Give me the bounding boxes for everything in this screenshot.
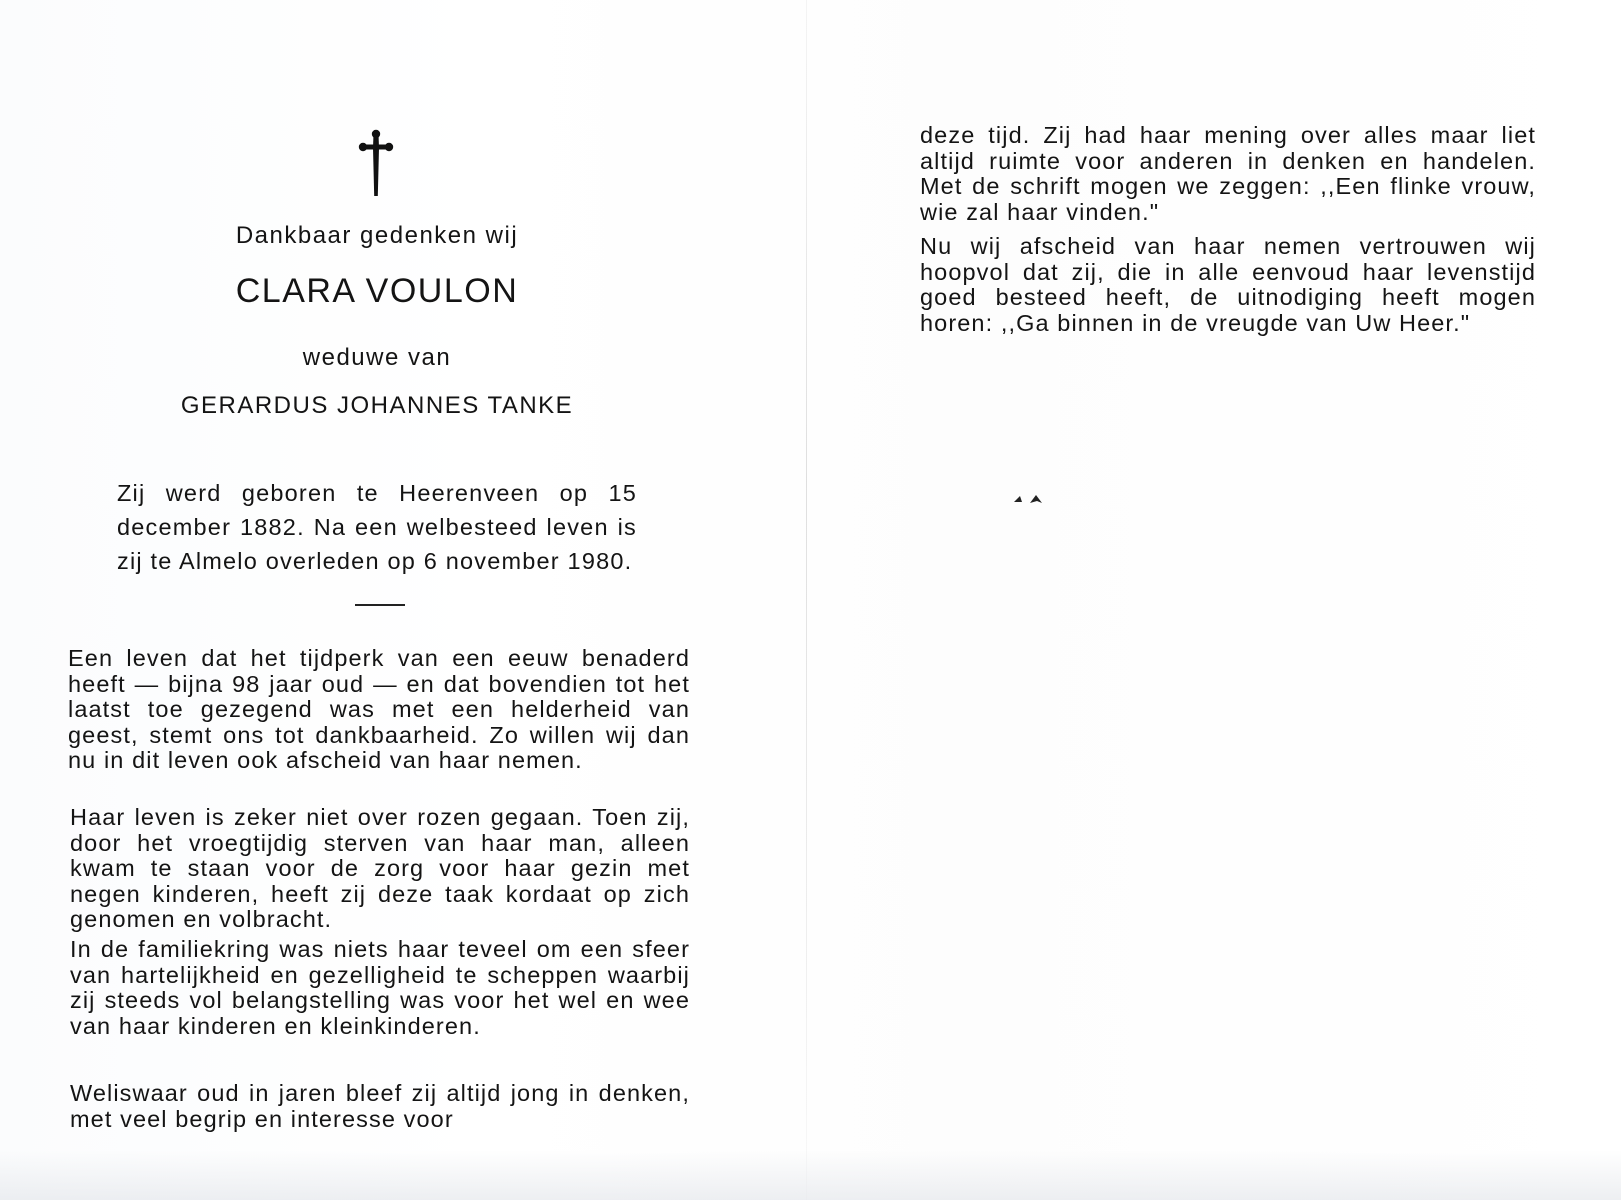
husband-name: GERARDUS JOHANNES TANKE [180, 392, 574, 419]
paragraph-farewell: Nu wij afscheid van haar nemen vertrouwen wij hoopvol dat zij, die in alle eenvoud haar levenstijd goed besteed heeft, de uitnodiging heeft mogen horen: ,,Ga binnen in de vreugde van Uw Heer." [920, 233, 1536, 336]
divider [355, 604, 405, 606]
birth-death-text: Zij werd geboren te Heerenveen op 15 december 1882. Na een welbesteed leven is zij te Almelo overleden op 6 november 1980. [117, 479, 637, 574]
paragraph-young-at-heart: Weliswaar oud in jaren bleef zij altijd jong in denken, met veel begrip en interesse voor [70, 1080, 690, 1132]
scan-shadow [0, 1150, 1621, 1200]
deceased-name: CLARA VOULON [235, 272, 519, 310]
cross-icon [356, 128, 396, 198]
paragraph-character: deze tijd. Zij had haar mening over alles maar liet altijd ruimte voor anderen in denken en handelen. Met de schrift mogen we zeggen: ,,Een flinke vrouw, wie zal haar vinden." [920, 122, 1536, 225]
ink-speck-mark [1012, 492, 1046, 508]
intro-text: Dankbaar gedenken wij [235, 222, 519, 249]
card-fold-line [806, 0, 807, 1200]
paragraph-family: In de familiekring was niets haar teveel om een sfeer van hartelijkheid en gezelligheid te scheppen waarbij zij steeds vol belangstelling was voor het wel en wee van haar kinderen en kleinkinderen. [70, 936, 690, 1039]
widow-of-text: weduwe van [302, 344, 452, 371]
paragraph-life: Een leven dat het tijdperk van een eeuw benaderd heeft — bijna 98 jaar oud — en dat bovendien tot het laatst toe gezegend was met een helderheid van geest, stemt ons tot dankbaarheid. Zo willen wij dan nu in dit leven ook afscheid van haar nemen. [68, 645, 690, 774]
paragraph-hardship: Haar leven is zeker niet over rozen gegaan. Toen zij, door het vroegtijdig sterven van haar man, alleen kwam te staan voor de zorg voor haar gezin met negen kinderen, heeft zij deze taak kordaat op zich genomen en volbracht. [70, 804, 690, 933]
